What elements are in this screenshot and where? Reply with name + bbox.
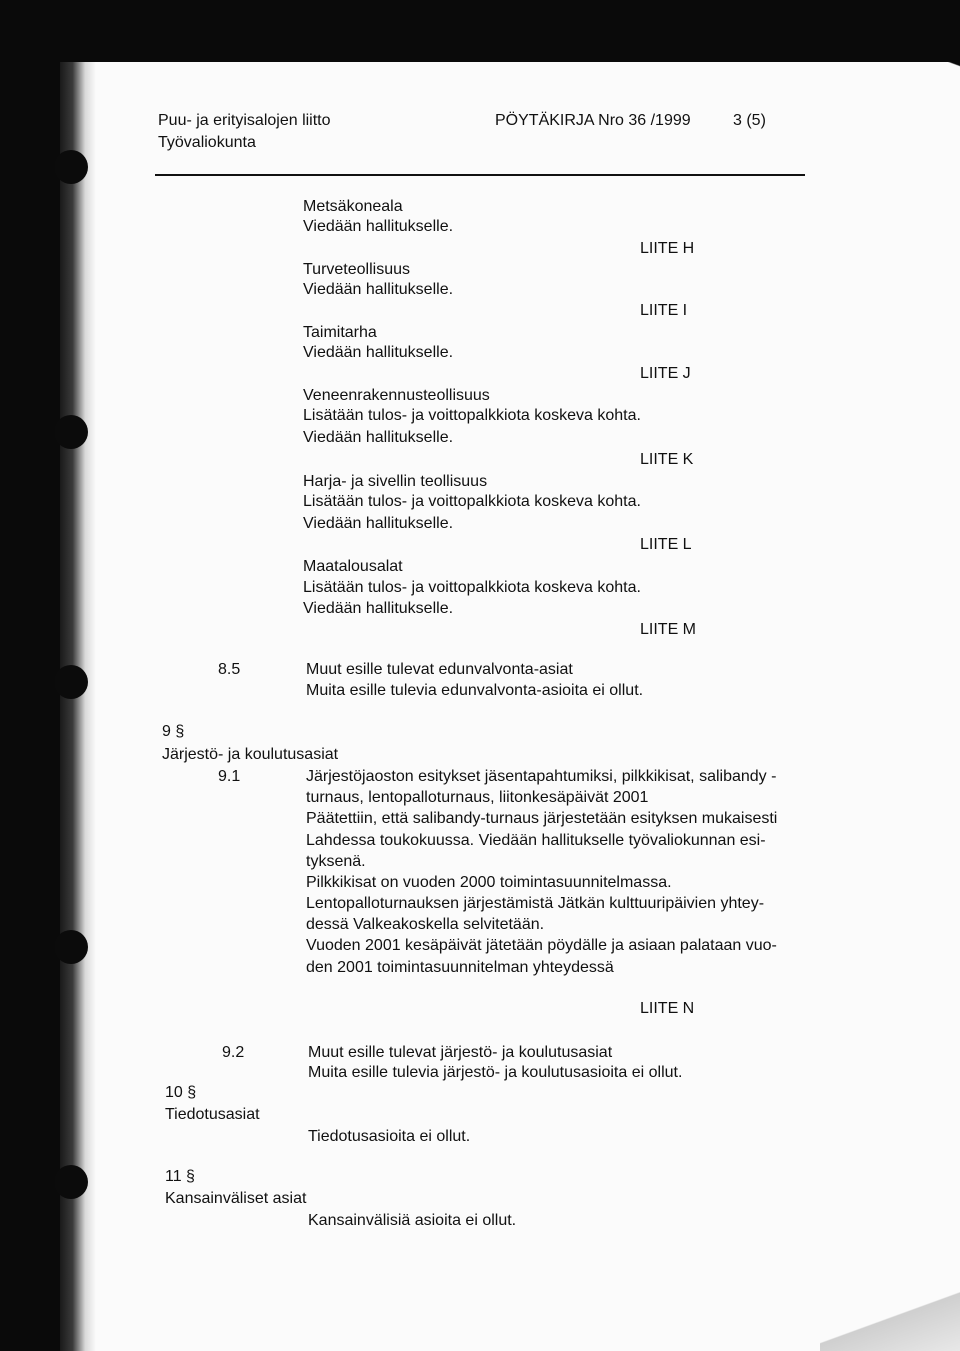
item-text: Muita esille tulevia järjestö- ja koulutusasioita ei ollut. <box>308 1064 683 1081</box>
block-text: Lisätään tulos- ja voittopalkkiota koskeva kohta. <box>303 493 641 510</box>
document-title: PÖYTÄKIRJA Nro 36 /1999 <box>495 112 691 129</box>
block-text: Viedään hallitukselle. <box>303 600 454 617</box>
section-title: Tiedotusasiat <box>165 1106 260 1123</box>
item-text-line: turnaus, lentopalloturnaus, liitonkesäpäivät 2001 <box>306 789 649 806</box>
item-text-line: dessä Valkeakoskella selvitetään. <box>306 916 545 933</box>
header-divider <box>155 174 805 176</box>
section-text: Kansainvälisiä asioita ei ollut. <box>308 1212 517 1229</box>
page-curl <box>820 1270 960 1351</box>
item-text-line: Lentopalloturnauksen järjestämistä Jätkän kulttuuripäivien yhtey- <box>306 895 765 912</box>
section-heading: 11 § <box>165 1168 195 1185</box>
block-title: Veneenrakennusteollisuus <box>303 387 490 404</box>
item-text: Muita esille tulevia edunvalvonta-asioita ei ollut. <box>306 682 644 699</box>
section-text: Tiedotusasioita ei ollut. <box>308 1128 471 1145</box>
block-text: Viedään hallitukselle. <box>303 344 454 361</box>
block-text: Lisätään tulos- ja voittopalkkiota koskeva kohta. <box>303 407 641 424</box>
appendix-label: LIITE N <box>640 1000 695 1017</box>
section-heading: 9 § <box>162 723 185 740</box>
item-number: 8.5 <box>218 661 241 678</box>
punch-hole <box>54 930 88 964</box>
block-text: Viedään hallitukselle. <box>303 515 454 532</box>
block-text: Viedään hallitukselle. <box>303 281 454 298</box>
header-committee: Työvaliokunta <box>158 134 256 151</box>
item-text-line: Vuoden 2001 kesäpäivät jätetään pöydälle ja asiaan palataan vuo- <box>306 937 777 954</box>
item-text-line: Päätettiin, että salibandy-turnaus järjestetään esityksen mukaisesti <box>306 810 778 827</box>
header-org: Puu- ja erityisalojen liitto <box>158 112 331 129</box>
item-text-line: Pilkkikisat on vuoden 2000 toimintasuunnitelmassa. <box>306 874 672 891</box>
punch-hole <box>54 150 88 184</box>
section-title: Kansainväliset asiat <box>165 1190 307 1207</box>
punch-hole <box>54 665 88 699</box>
appendix-label: LIITE J <box>640 365 691 382</box>
block-text: Viedään hallitukselle. <box>303 429 454 446</box>
item-text-line: den 2001 toimintasuunnitelman yhteydessä <box>306 959 614 976</box>
block-title: Harja- ja sivellin teollisuus <box>303 473 488 490</box>
item-text-line: tyksenä. <box>306 853 366 870</box>
appendix-label: LIITE M <box>640 621 697 638</box>
block-title: Taimitarha <box>303 324 377 341</box>
appendix-label: LIITE I <box>640 302 688 319</box>
item-title: Muut esille tulevat järjestö- ja koulutusasiat <box>308 1044 613 1061</box>
punch-hole <box>54 415 88 449</box>
binding-edge <box>60 62 96 1351</box>
appendix-label: LIITE K <box>640 451 694 468</box>
scan-dark-corner <box>880 0 960 90</box>
item-text-line: Lahdessa toukokuussa. Viedään hallitukselle työvaliokunnan esi- <box>306 832 766 849</box>
item-text-line: Järjestöjaoston esitykset jäsentapahtumiksi, pilkkikisat, salibandy - <box>306 768 777 785</box>
block-text: Lisätään tulos- ja voittopalkkiota koskeva kohta. <box>303 579 641 596</box>
document-page <box>60 62 960 1351</box>
page-number: 3 (5) <box>733 112 766 129</box>
item-number: 9.2 <box>222 1044 245 1061</box>
section-heading: 10 § <box>165 1084 197 1101</box>
item-title: Muut esille tulevat edunvalvonta-asiat <box>306 661 573 678</box>
punch-hole <box>54 1165 88 1199</box>
block-title: Turveteollisuus <box>303 261 411 278</box>
block-title: Metsäkoneala <box>303 198 403 215</box>
block-title: Maatalousalat <box>303 558 403 575</box>
block-text: Viedään hallitukselle. <box>303 218 454 235</box>
appendix-label: LIITE L <box>640 536 692 553</box>
item-number: 9.1 <box>218 768 241 785</box>
appendix-label: LIITE H <box>640 240 695 257</box>
section-title: Järjestö- ja koulutusasiat <box>162 746 339 763</box>
